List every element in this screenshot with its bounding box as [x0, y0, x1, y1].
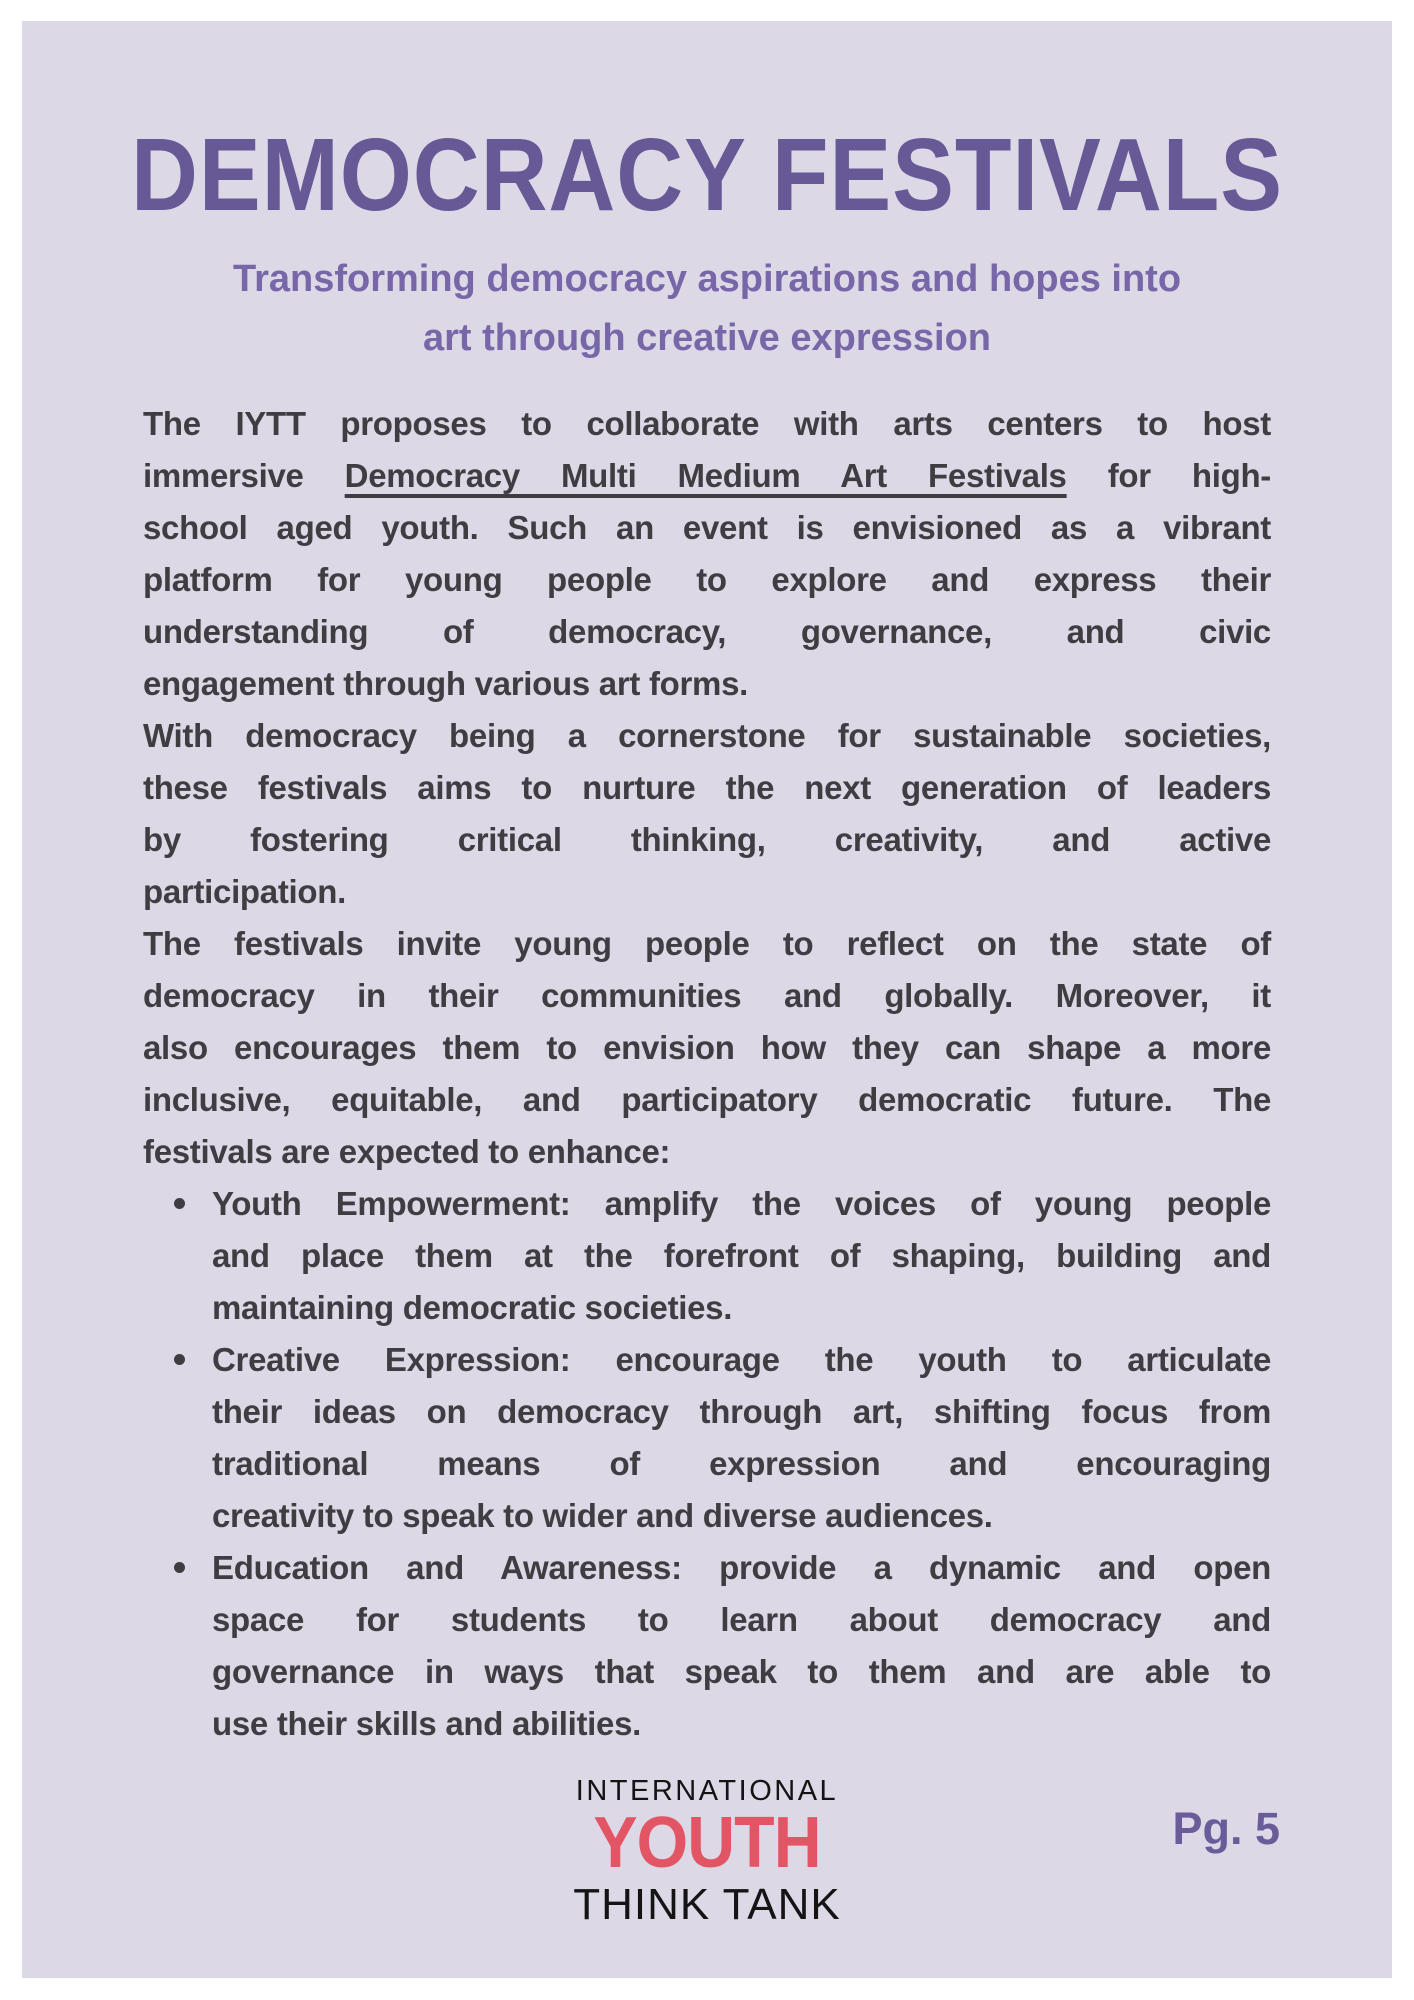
body-line: school aged youth. Such an event is envisioned as a vibrant — [143, 509, 1271, 546]
body-line: engagement through various art forms. — [143, 665, 748, 702]
body-line: and place them at the forefront of shaping, building and — [212, 1237, 1271, 1274]
bullet-item — [143, 1542, 1271, 1750]
paragraph — [143, 918, 1271, 1178]
body-line: also encourages them to envision how they can shape a more — [143, 1029, 1271, 1066]
body-line: inclusive, equitable, and participatory democratic future. The — [143, 1081, 1271, 1118]
page-panel — [22, 21, 1392, 1978]
paragraph — [143, 398, 1271, 710]
body-line: The festivals invite young people to reflect on the state of — [143, 925, 1271, 962]
body-line: their ideas on democracy through art, shifting focus from — [212, 1393, 1271, 1430]
logo-international-label: INTERNATIONAL — [575, 1775, 839, 1807]
page-subtitle — [22, 250, 1392, 368]
page-title: DEMOCRACY FESTIVALS — [131, 117, 1283, 232]
subtitle-line-2: art through creative expression — [422, 317, 992, 359]
body-line: The IYTT proposes to collaborate with arts centers to host — [143, 405, 1271, 442]
body-line: Creative Expression: encourage the youth to articulate — [212, 1341, 1271, 1378]
paragraph — [143, 710, 1271, 918]
body-line: understanding of democracy, governance, and civic — [143, 613, 1271, 650]
body-line: With democracy being a cornerstone for sustainable societies, — [143, 717, 1271, 754]
body-line: Youth Empowerment: amplify the voices of young people — [212, 1185, 1271, 1222]
body-line: governance in ways that speak to them and are able to — [212, 1653, 1271, 1690]
body-line: traditional means of expression and encouraging — [212, 1445, 1271, 1482]
bullet-item — [143, 1334, 1271, 1542]
body-line: by fostering critical thinking, creativity, and active — [143, 821, 1271, 858]
body-line: festivals are expected to enhance: — [143, 1133, 671, 1170]
bullet-item — [143, 1178, 1271, 1334]
body-line: immersive Democracy Multi Medium Art Festivals for high- — [143, 457, 1271, 494]
bullet-icon — [174, 1198, 185, 1209]
body-line: space for students to learn about democracy and — [212, 1601, 1271, 1638]
subtitle-line-1: Transforming democracy aspirations and hopes into — [232, 258, 1182, 300]
body-line: participation. — [143, 873, 346, 910]
bullet-icon — [174, 1354, 185, 1365]
body-line: Education and Awareness: provide a dynamic and open — [212, 1549, 1271, 1586]
body-line: democracy in their communities and globally. Moreover, it — [143, 977, 1271, 1014]
page-number: Pg. 5 — [1172, 1803, 1280, 1854]
underlined-phrase: Democracy Multi Medium Art Festivals — [344, 457, 1067, 494]
body-line: creativity to speak to wider and diverse audiences. — [212, 1497, 993, 1534]
body-text — [143, 398, 1271, 1750]
body-line: platform for young people to explore and express their — [143, 561, 1271, 598]
logo-think-tank-label: THINK TANK — [573, 1880, 841, 1929]
body-line: maintaining democratic societies. — [212, 1289, 733, 1326]
body-line: these festivals aims to nurture the next generation of leaders — [143, 769, 1271, 806]
body-line: use their skills and abilities. — [212, 1705, 642, 1742]
bullet-icon — [174, 1562, 185, 1573]
logo-youth-label: YOUTH — [593, 1803, 821, 1883]
